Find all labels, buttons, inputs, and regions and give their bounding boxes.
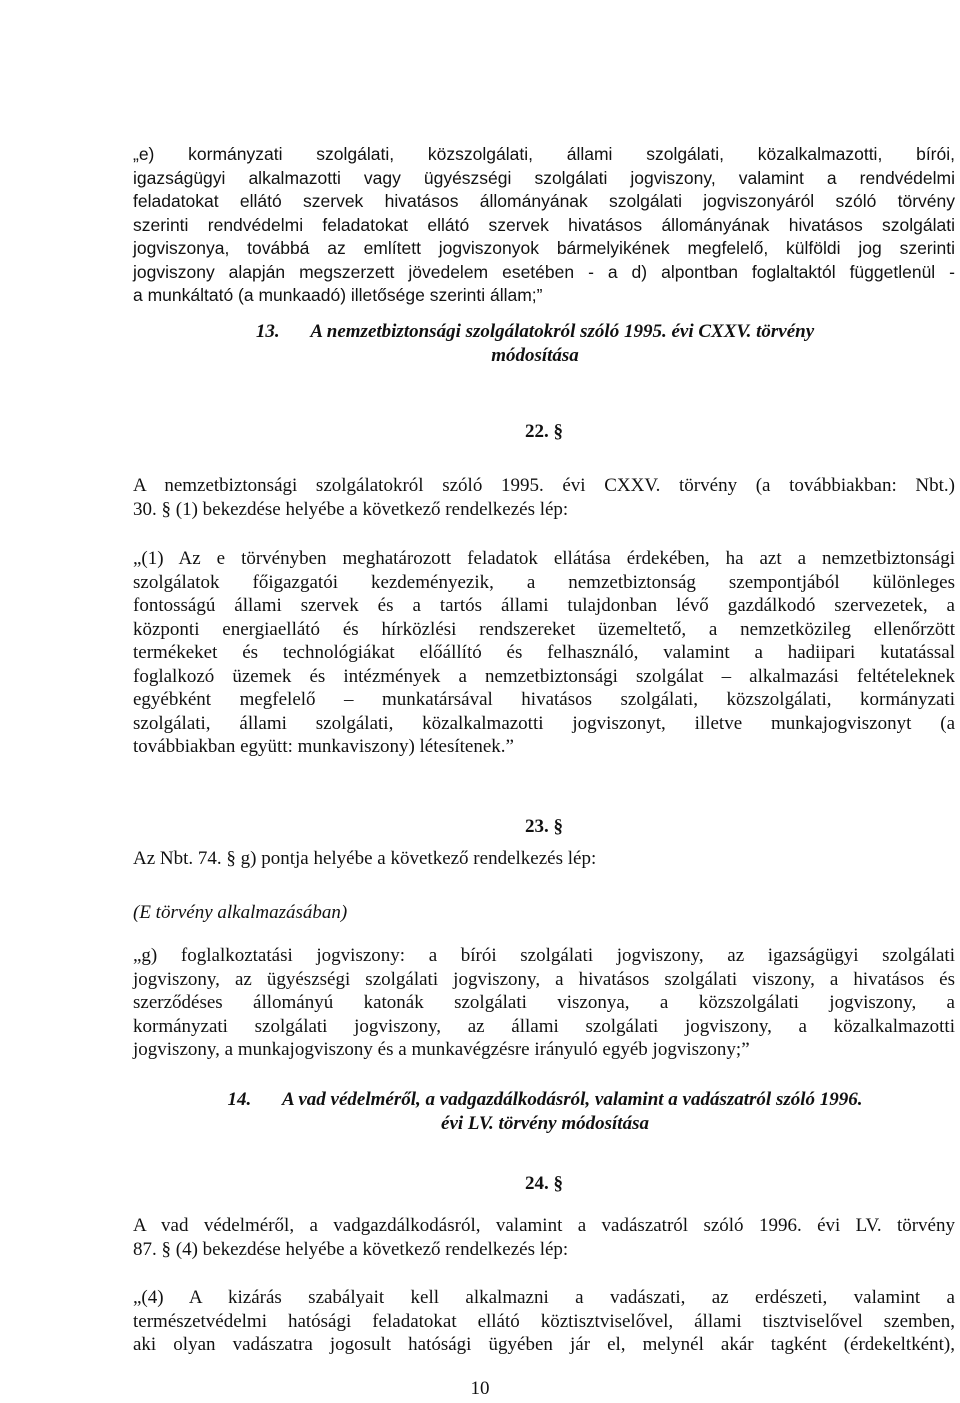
section-14-heading xyxy=(175,1088,915,1135)
text-line: szerinti rendvédelmi feladatokat ellátó szervek hivatásos állományának hivatásos szolgálati xyxy=(133,214,955,235)
text-line: „(4) A kizárás szabályait kell alkalmazni a vadászati, az erdészeti, valamint a xyxy=(133,1287,955,1308)
text-line: 30. § (1) bekezdése helyébe a következő rendelkezés lép: xyxy=(133,498,569,520)
section-13-title-line2: módosítása xyxy=(491,344,579,366)
text-line: foglalkozó üzemek és intézmények a nemzetbiztonsági szolgálat – alkalmazási feltételeknek xyxy=(133,665,955,687)
text-line: szolgálati, állami szolgálati, közalkalmazotti jogviszonyt, illetve munkajogviszonyt (a xyxy=(133,712,955,734)
text-line: fontosságú állami szervek és a tartós állami tulajdonban lévő gazdálkodó szervezetek, a xyxy=(133,595,955,616)
text-line: termékeket és technológiákat előállító és felhasználó, valamint a hadiipari kutatással xyxy=(133,642,955,663)
text-line: feladatokat ellátó szervek hivatásos állományának szolgálati jogviszonyáról szóló törvény xyxy=(133,191,955,211)
text-line: A vad védelméről, a vadgazdálkodásról, valamint a vadászatról szóló 1996. évi LV. törvény xyxy=(133,1215,955,1236)
text-line: központi energiaellátó és hírközlési rendszereket üzemeltető, a nemzetközileg ellenőrzött xyxy=(133,618,955,640)
section-14-number: 14. xyxy=(227,1089,252,1110)
section-14-title-line1 xyxy=(175,1088,915,1112)
paragraph-23-context: (E törvény alkalmazásában) xyxy=(133,902,348,923)
text-line: igazságügyi alkalmazotti vagy ügyészségi szolgálati jogviszony, valamint a rendvédelmi xyxy=(133,167,955,188)
text-line: „g) foglalkoztatási jogviszony: a bírói szolgálati jogviszony, az igazságügyi szolgálati xyxy=(133,945,955,966)
section-13-number: 13. xyxy=(255,321,280,342)
text-line: „e) kormányzati szolgálati, közszolgálati, állami szolgálati, közalkalmazotti, bírói, xyxy=(133,144,955,164)
paragraph-23-quote xyxy=(133,944,955,1062)
text-line: aki olyan vadászatra jogosult hatósági ügyében jár el, melynél akár tagként (érdekeltként), xyxy=(133,1334,955,1355)
paragraph-24-intro xyxy=(133,1214,955,1261)
section-13-title: A nemzetbiztonsági szolgálatokról szóló 1995. évi CXXV. törvény xyxy=(310,321,815,342)
page-number: 10 xyxy=(470,1378,490,1399)
text-line: továbbiakban együtt: munkaviszony) létesítenek.” xyxy=(133,736,514,757)
text-line: jogviszony, a munkajogviszony és a munkavégzésre irányuló egyéb jogviszony;” xyxy=(133,1039,750,1060)
paragraph-24-number: 24. § xyxy=(525,1173,563,1194)
text-line: jogviszony alapján megszerzett jövedelem esetében - a d) alpontban foglaltaktól függetlenül - xyxy=(133,261,955,282)
text-line: szolgálatok főigazgatói kezdeményezik, a nemzetbiztonság szempontjából különleges xyxy=(133,571,955,593)
paragraph-23-intro: Az Nbt. 74. § g) pontja helyébe a következő rendelkezés lép: xyxy=(133,848,597,869)
section-14-title: A vad védelméről, a vadgazdálkodásról, valamint a vadászatról szóló 1996. xyxy=(281,1089,863,1110)
text-line: A nemzetbiztonsági szolgálatokról szóló 1995. évi CXXV. törvény (a továbbiakban: Nbt.) xyxy=(133,475,955,496)
text-line: egyébként megfelelő – munkatársával hivatásos szolgálati, közszolgálati, kormányzati xyxy=(133,689,955,710)
text-line: 87. § (4) bekezdése helyébe a következő rendelkezés lép: xyxy=(133,1238,569,1260)
text-line: a munkáltató (a munkaadó) illetősége szerinti állam;” xyxy=(133,285,543,305)
section-14-title-line2: évi LV. törvény módosítása xyxy=(441,1112,649,1134)
paragraph-23-number: 23. § xyxy=(525,816,563,837)
text-line: jogviszony, az ügyészségi szolgálati jogviszony, a hivatásos szolgálati viszony, a hivatásos és xyxy=(133,968,955,990)
text-line: jogviszonya, továbbá az említett jogviszonyok bármelyikének megfelelő, külföldi jog szerinti xyxy=(133,238,955,258)
paragraph-22-quote xyxy=(133,547,955,759)
text-line: kormányzati szolgálati jogviszony, az állami szolgálati jogviszony, a közalkalmazotti xyxy=(133,1015,955,1037)
text-line: természetvédelmi hatósági feladatokat ellátó köztisztviselővel, állami tisztviselővel szemben, xyxy=(133,1310,955,1332)
section-13-title-line1 xyxy=(175,320,895,344)
text-line: szerződéses állományú katonák szolgálati viszonya, a közszolgálati jogviszony, a xyxy=(133,992,955,1013)
point-e-text xyxy=(133,143,955,308)
text-line: „(1) Az e törvényben meghatározott feladatok ellátása érdekében, ha azt a nemzetbiztonsági xyxy=(133,548,955,569)
section-13-heading xyxy=(175,320,895,367)
paragraph-22-number: 22. § xyxy=(525,421,563,442)
paragraph-22-intro xyxy=(133,474,955,521)
paragraph-24-quote xyxy=(133,1286,955,1357)
